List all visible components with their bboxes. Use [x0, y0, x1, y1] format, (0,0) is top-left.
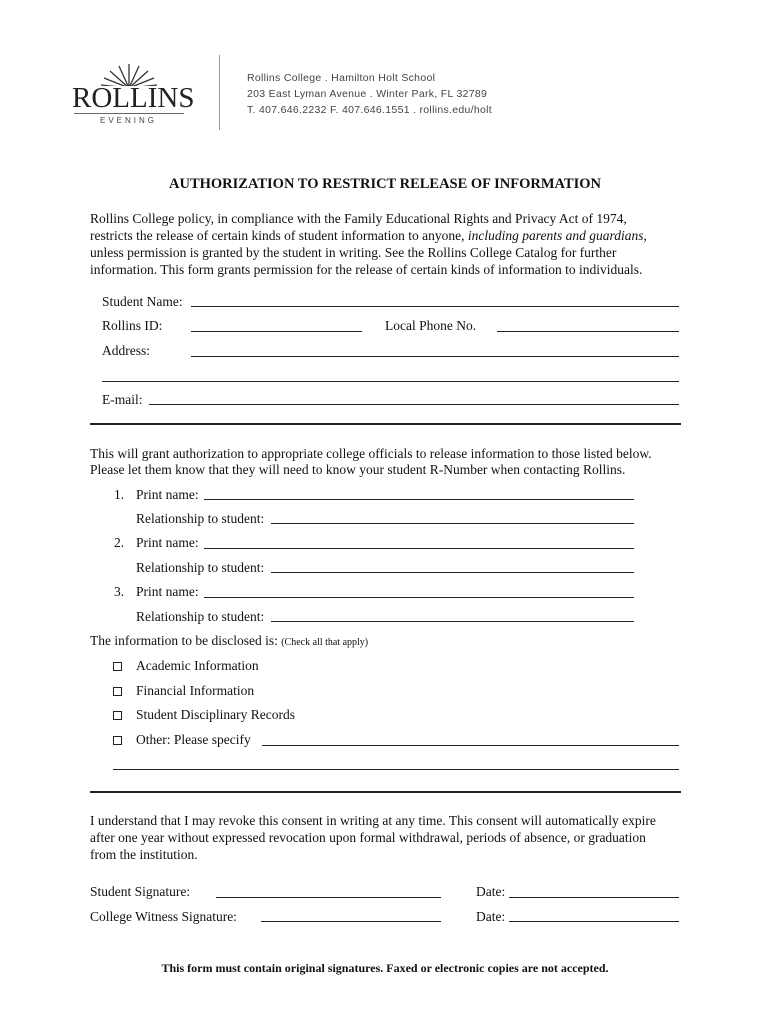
- intro-line-2-end: ,: [643, 228, 647, 243]
- section-divider-2: [90, 791, 681, 793]
- email-field[interactable]: [149, 404, 679, 405]
- local-phone-field[interactable]: [497, 331, 679, 332]
- disclosed-note: (Check all that apply): [281, 637, 369, 648]
- intro-line-2: [90, 228, 647, 244]
- intro-line-3: unless permission is granted by the student in writing. See the Rollins College Catalog for further: [90, 245, 617, 260]
- checkbox-academic[interactable]: [113, 662, 122, 671]
- person-3-relationship-field[interactable]: [271, 621, 634, 622]
- auth-line-2: Please let them know that they will need to know your student R-Number when contacting Rollins.: [90, 462, 626, 477]
- person-1-relationship-field[interactable]: [271, 523, 634, 524]
- form-title: AUTHORIZATION TO RESTRICT RELEASE OF INFORMATION: [169, 176, 601, 192]
- rollins-id-label: Rollins ID:: [102, 318, 163, 333]
- witness-signature-field[interactable]: [261, 921, 441, 922]
- person-3-relationship-label: Relationship to student:: [136, 609, 265, 624]
- rollins-logo: [72, 58, 195, 128]
- auth-line-1: This will grant authorization to appropriate college officials to release information to those listed below.: [90, 446, 652, 461]
- other-specify-field-line2[interactable]: [113, 769, 679, 770]
- person-1-relationship-label: Relationship to student:: [136, 511, 265, 526]
- header-divider: [219, 55, 220, 130]
- checkbox-disciplinary[interactable]: [113, 711, 122, 720]
- header-address-line1: Rollins College . Hamilton Holt School: [247, 72, 436, 84]
- student-date-label: Date:: [476, 884, 506, 899]
- witness-signature-label: College Witness Signature:: [90, 909, 237, 924]
- person-2-number: 2.: [114, 535, 125, 550]
- disclosed-label: [90, 633, 368, 649]
- person-1-number: 1.: [114, 487, 125, 502]
- witness-date-label: Date:: [476, 909, 506, 924]
- consent-line-2: after one year without expressed revocation upon formal withdrawal, periods of absence, or graduation: [90, 830, 646, 845]
- witness-date-field[interactable]: [509, 921, 679, 922]
- header-address-line2: 203 East Lyman Avenue . Winter Park, FL 32789: [247, 88, 488, 100]
- address-label: Address:: [102, 343, 150, 358]
- checkbox-other[interactable]: [113, 736, 122, 745]
- section-divider-1: [90, 423, 681, 425]
- person-3-number: 3.: [114, 584, 125, 599]
- checkbox-financial[interactable]: [113, 687, 122, 696]
- address-field-line2[interactable]: [102, 381, 679, 382]
- header-address-line3: T. 407.646.2232 F. 407.646.1551 . rollins.edu/holt: [247, 104, 493, 116]
- student-name-field[interactable]: [191, 306, 679, 307]
- person-2-print-label: Print name:: [136, 535, 199, 550]
- consent-line-3: from the institution.: [90, 847, 198, 862]
- person-1-print-label: Print name:: [136, 487, 199, 502]
- person-3-print-field[interactable]: [204, 597, 634, 598]
- option-academic-label: Academic Information: [136, 658, 259, 673]
- option-disciplinary-label: Student Disciplinary Records: [136, 707, 295, 722]
- student-signature-field[interactable]: [216, 897, 441, 898]
- intro-line-1: Rollins College policy, in compliance with the Family Educational Rights and Privacy Act of 1974,: [90, 211, 627, 226]
- intro-line-2-emphasis: including parents and guardians: [467, 228, 644, 243]
- rollins-id-field[interactable]: [191, 331, 362, 332]
- option-financial-label: Financial Information: [136, 683, 255, 698]
- consent-line-1: I understand that I may revoke this consent in writing at any time. This consent will automatically expire: [90, 813, 656, 828]
- option-other-label: Other: Please specify: [136, 732, 251, 747]
- disclosed-label-text: The information to be disclosed is:: [90, 633, 282, 648]
- person-1-print-field[interactable]: [204, 499, 634, 500]
- person-3-print-label: Print name:: [136, 584, 199, 599]
- local-phone-label: Local Phone No.: [385, 318, 477, 333]
- person-2-relationship-label: Relationship to student:: [136, 560, 265, 575]
- logo-wordmark: ROLLINS: [72, 82, 195, 114]
- email-label: E-mail:: [102, 392, 143, 407]
- address-field-line1[interactable]: [191, 356, 679, 357]
- footer-note: This form must contain original signatures. Faxed or electronic copies are not accepted.: [161, 961, 609, 975]
- logo-subtitle: EVENING: [100, 116, 158, 125]
- intro-line-4: information. This form grants permission for the release of certain kinds of information to individuals.: [90, 262, 643, 277]
- student-signature-label: Student Signature:: [90, 884, 191, 899]
- person-2-relationship-field[interactable]: [271, 572, 634, 573]
- student-date-field[interactable]: [509, 897, 679, 898]
- student-name-label: Student Name:: [102, 294, 183, 309]
- intro-line-2-text: restricts the release of certain kinds of student information to anyone,: [90, 228, 468, 243]
- other-specify-field[interactable]: [262, 745, 679, 746]
- person-2-print-field[interactable]: [204, 548, 634, 549]
